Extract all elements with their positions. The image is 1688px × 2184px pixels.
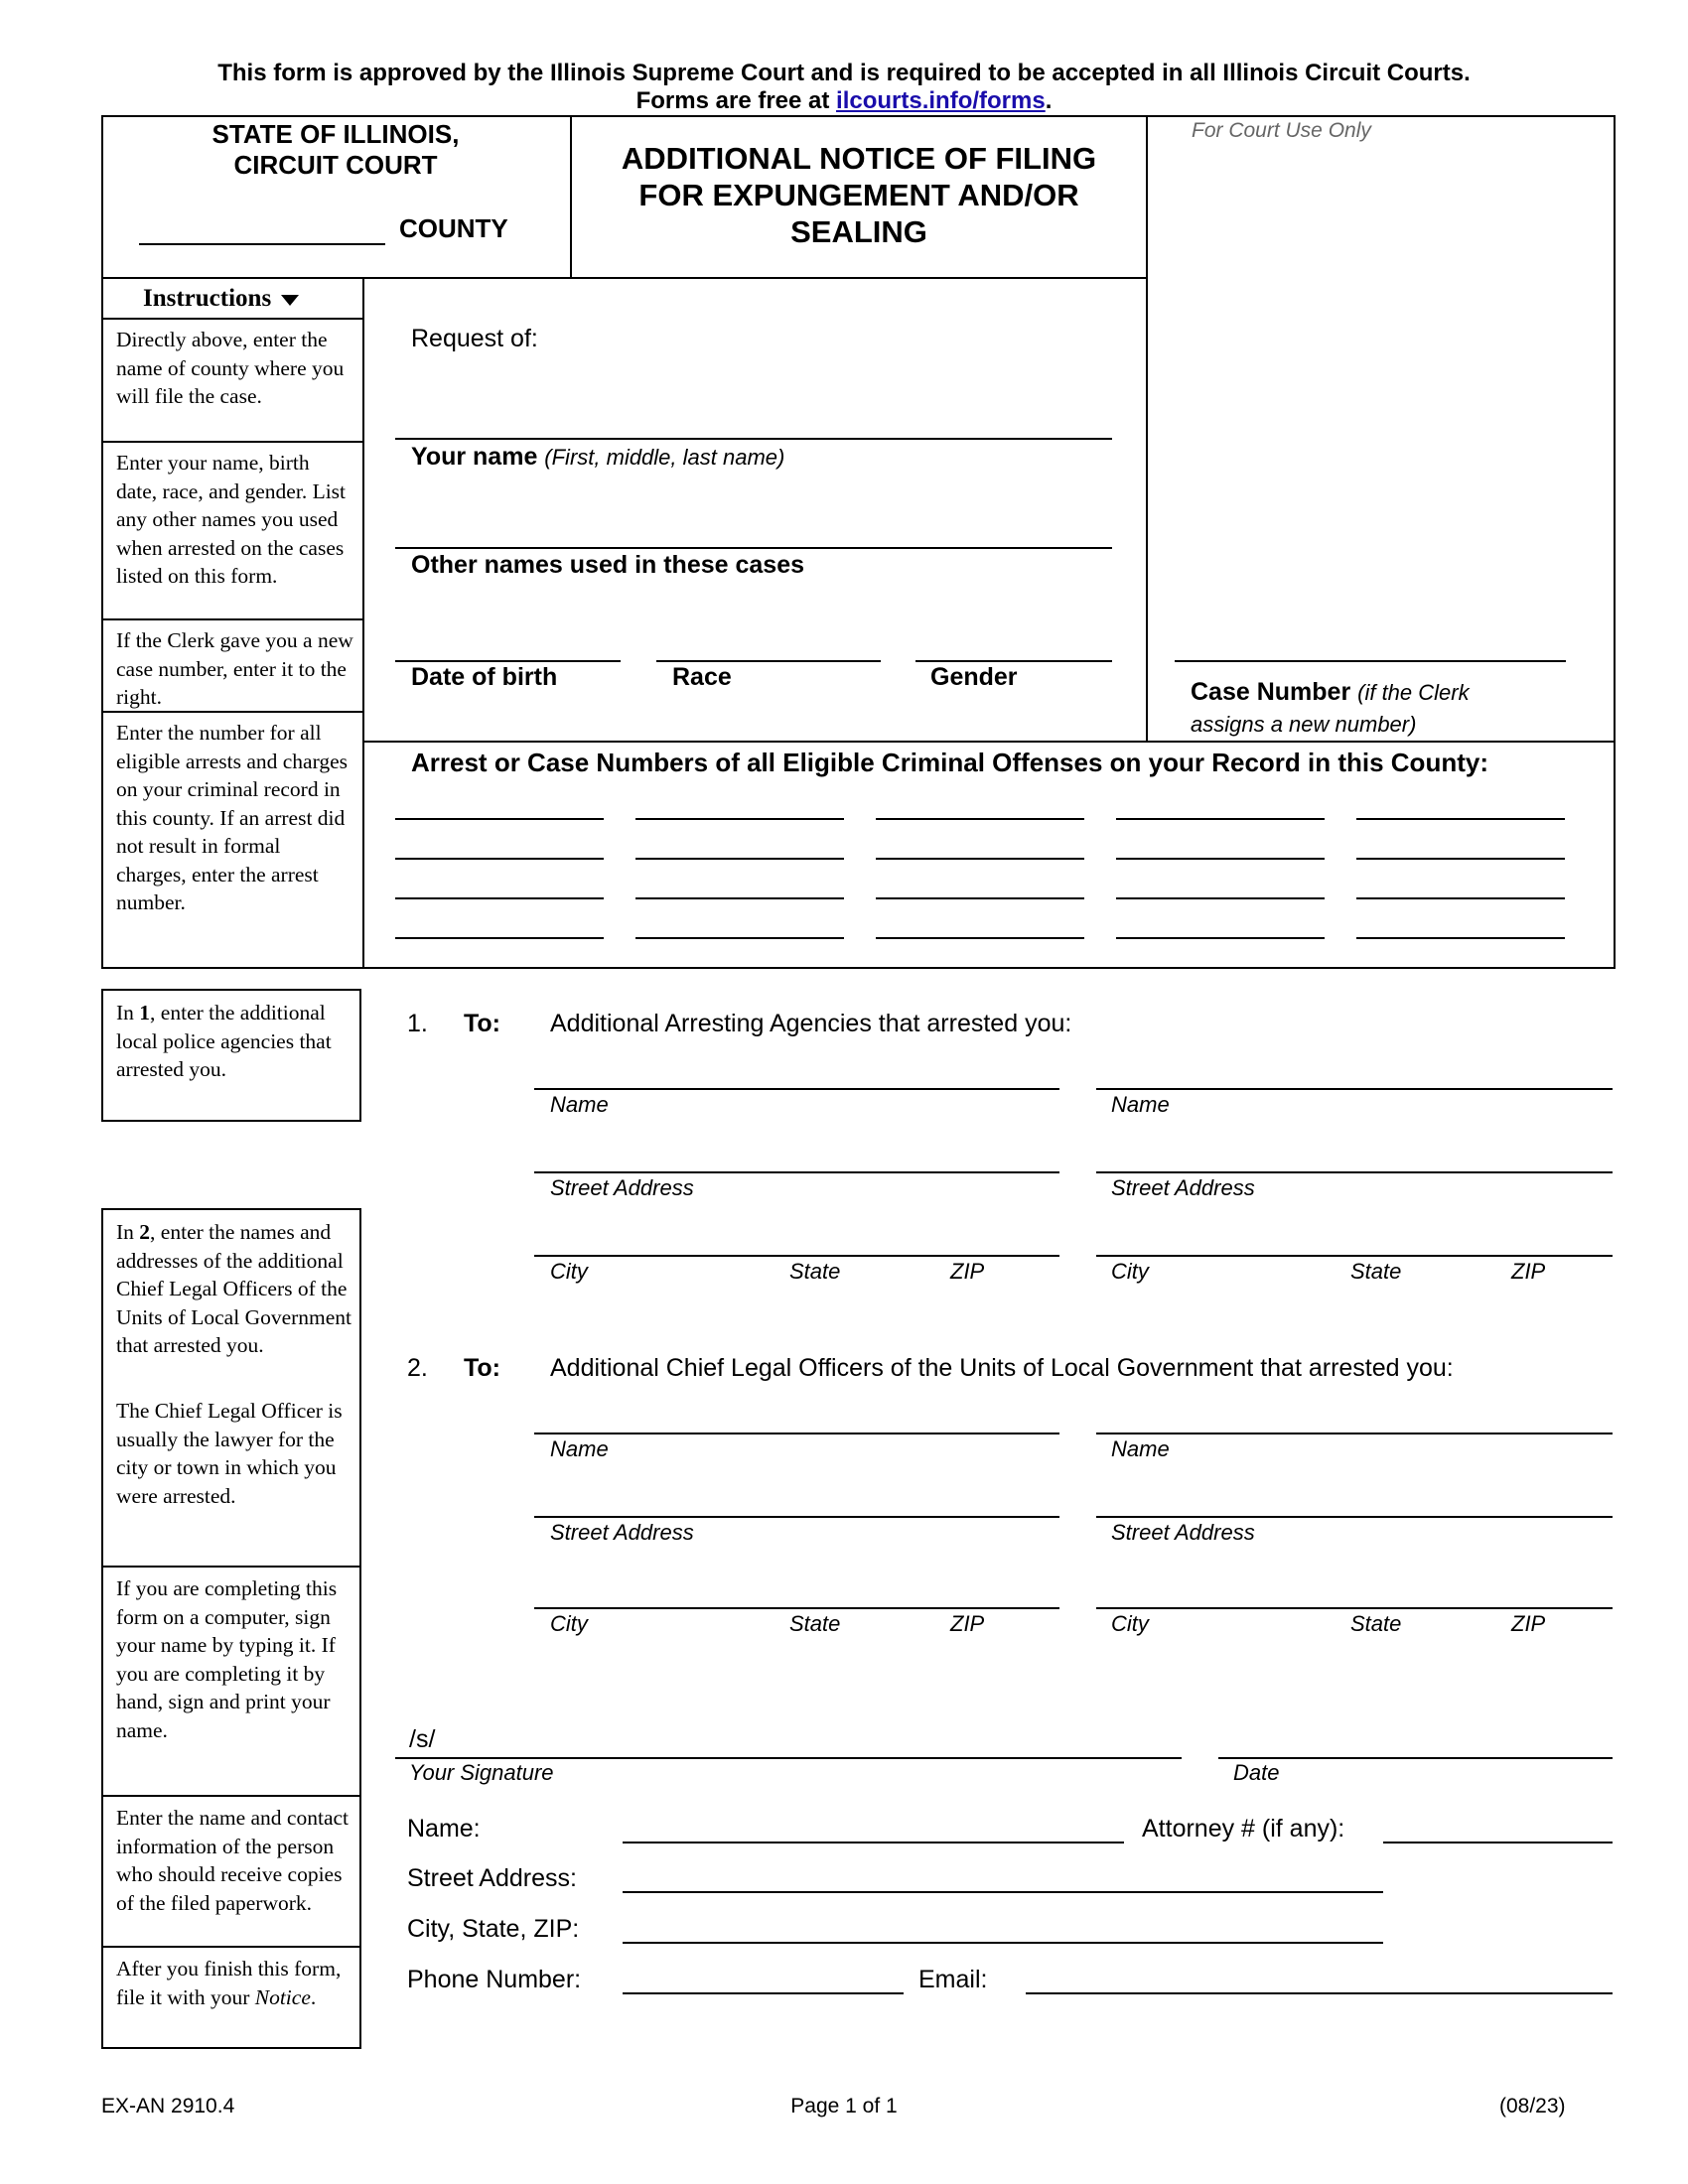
s2-right-city-input[interactable] [1096,1607,1613,1609]
race-input[interactable] [656,660,881,662]
s2-right-street-input[interactable] [1096,1516,1613,1518]
instructions-heading [143,285,299,313]
arrest-number-input[interactable] [395,858,604,860]
forms-link[interactable]: ilcourts.info/forms [836,87,1046,114]
approval-notice: This form is approved by the Illinois Supreme Court and is required to be accepted in all Illinois Circuit Courts. [217,60,1471,86]
county-input[interactable] [139,243,385,245]
contact-name-label: Name: [407,1815,481,1843]
arrest-number-input[interactable] [1356,897,1565,899]
forms-prefix: Forms are free at [635,87,837,114]
case-number-label [1191,678,1470,707]
arrest-number-input[interactable] [635,858,844,860]
signature-label: Your Signature [409,1760,554,1785]
your-name-label [411,443,784,472]
s1-right-street-input[interactable] [1096,1171,1613,1173]
divider [362,278,364,969]
signature-value[interactable]: /s/ [409,1725,436,1753]
divider [101,441,362,443]
email-label: Email: [918,1966,988,1993]
your-name-hint: (First, middle, last name) [544,445,785,470]
s1-left-name-input[interactable] [534,1088,1059,1090]
arrest-number-input[interactable] [635,937,844,939]
divider [101,277,1147,279]
contact-name-input[interactable] [623,1842,1124,1843]
arrest-number-input[interactable] [876,937,1084,939]
arrest-number-input[interactable] [1356,818,1565,820]
arrest-number-input[interactable] [1356,858,1565,860]
arrest-number-input[interactable] [635,897,844,899]
s1-right-state-label: State [1350,1259,1402,1284]
form-title-2: FOR EXPUNGEMENT AND/OR [638,178,1079,212]
section2-heading: Additional Chief Legal Officers of the Units of Local Government that arrested you: [550,1354,1454,1382]
instr-contact: Enter the name and contact information of the person who should receive copies of the filed paperwork. [116,1806,350,1915]
request-of-label: Request of: [411,325,538,352]
divider [101,318,362,320]
s2-left-street-input[interactable] [534,1516,1059,1518]
email-input[interactable] [1026,1992,1613,1994]
instructions-heading-text: Instructions [143,285,272,312]
s2-left-city-input[interactable] [534,1607,1059,1609]
dob-input[interactable] [395,660,621,662]
contact-city-input[interactable] [623,1942,1383,1944]
arrest-number-input[interactable] [395,897,604,899]
s1-right-name-input[interactable] [1096,1088,1613,1090]
s2-right-name-label: Name [1111,1436,1170,1461]
contact-street-input[interactable] [623,1891,1383,1893]
page-number: Page 1 of 1 [790,2095,898,2117]
case-number-title: Case Number [1191,678,1351,706]
section1-heading: Additional Arresting Agencies that arrested you: [550,1010,1072,1037]
arrest-heading: Arrest or Case Numbers of all Eligible Criminal Offenses on your Record in this County: [411,748,1488,777]
forms-notice [0,87,1688,115]
attorney-input[interactable] [1383,1842,1613,1843]
arrest-number-input[interactable] [1116,818,1325,820]
attorney-label: Attorney # (if any): [1142,1815,1345,1843]
s1-right-city-label: City [1111,1259,1149,1284]
phone-label: Phone Number: [407,1966,582,1993]
instr-chief-legal: The Chief Legal Officer is usually the lawyer for the city or town in which you were arrested. [116,1399,343,1508]
caret-down-icon [281,295,299,306]
s1-right-zip-label: ZIP [1511,1259,1546,1284]
s2-left-name-label: Name [550,1436,609,1461]
gender-label: Gender [930,663,1018,691]
s2-left-name-input[interactable] [534,1433,1059,1434]
arrest-number-input[interactable] [1116,937,1325,939]
s2-left-zip-label: ZIP [950,1611,985,1636]
date-label: Date [1233,1760,1280,1785]
instr-finish: After you finish this form, file it with your Notice. [116,1957,342,2009]
arrest-number-input[interactable] [395,818,604,820]
revision-date: (08/23) [1499,2095,1566,2117]
forms-suffix: . [1045,87,1053,114]
court-use-label: For Court Use Only [1192,119,1371,142]
s1-right-name-label: Name [1111,1092,1170,1117]
s1-right-city-input[interactable] [1096,1255,1613,1257]
s1-left-street-input[interactable] [534,1171,1059,1173]
instr-county: Directly above, enter the name of county where you will file the case. [116,328,345,408]
divider [101,1946,361,1948]
date-input[interactable] [1218,1757,1613,1759]
s1-left-city-label: City [550,1259,588,1284]
divider [101,1566,361,1568]
divider [101,618,362,620]
other-names-label: Other names used in these cases [411,551,805,579]
section2-to: To: [464,1354,501,1382]
arrest-number-input[interactable] [876,897,1084,899]
divider [362,741,1616,743]
instr-name: Enter your name, birth date, race, and gender. List any other names you used when arrested on the cases listed on this form. [116,451,347,588]
instr-section2: In 2, enter the names and addresses of the additional Chief Legal Officers of the Units of Local Government that arrested you. [116,1220,352,1357]
case-number-hint: (if the Clerk [1357,680,1470,705]
state-line-2: CIRCUIT COURT [233,150,438,180]
arrest-number-input[interactable] [1116,858,1325,860]
arrest-number-input[interactable] [876,858,1084,860]
phone-input[interactable] [623,1992,904,1994]
form-id: EX-AN 2910.4 [101,2095,235,2117]
s1-left-zip-label: ZIP [950,1259,985,1284]
s2-right-name-input[interactable] [1096,1433,1613,1434]
s1-left-state-label: State [789,1259,841,1284]
arrest-number-input[interactable] [876,818,1084,820]
s2-right-street-label: Street Address [1111,1520,1255,1545]
arrest-number-input[interactable] [1116,897,1325,899]
arrest-number-input[interactable] [1356,937,1565,939]
divider [1146,115,1148,741]
your-name-input[interactable] [395,438,1112,440]
instr-case-number: If the Clerk gave you a new case number, enter it to the right. [116,628,353,709]
contact-city-label: City, State, ZIP: [407,1915,580,1943]
form-title-1: ADDITIONAL NOTICE OF FILING [621,141,1097,176]
case-number-input[interactable] [1175,660,1566,662]
arrest-number-input[interactable] [635,818,844,820]
s2-left-city-label: City [550,1611,588,1636]
s1-left-name-label: Name [550,1092,609,1117]
signature-input[interactable] [395,1757,1182,1759]
instr-section1: In 1, enter the additional local police agencies that arrested you. [116,1001,332,1081]
form-title-3: SEALING [790,214,927,249]
section2-number: 2. [407,1354,428,1382]
s1-left-street-label: Street Address [550,1175,694,1200]
dob-label: Date of birth [411,663,558,691]
s2-right-zip-label: ZIP [1511,1611,1546,1636]
s2-left-state-label: State [789,1611,841,1636]
race-label: Race [672,663,732,691]
s2-right-state-label: State [1350,1611,1402,1636]
s1-left-city-input[interactable] [534,1255,1059,1257]
s1-right-street-label: Street Address [1111,1175,1255,1200]
county-label: COUNTY [399,213,508,243]
s2-right-city-label: City [1111,1611,1149,1636]
your-name-title: Your name [411,443,538,471]
section1-to: To: [464,1010,501,1037]
s2-left-street-label: Street Address [550,1520,694,1545]
divider [101,1795,361,1797]
contact-street-label: Street Address: [407,1864,577,1892]
section1-number: 1. [407,1010,428,1037]
case-number-hint-2: assigns a new number) [1191,712,1417,737]
gender-input[interactable] [915,660,1112,662]
other-names-input[interactable] [395,547,1112,549]
arrest-number-input[interactable] [395,937,604,939]
state-line-1: STATE OF ILLINOIS, [211,119,460,149]
instr-signature: If you are completing this form on a computer, sign your name by typing it. If you are completing it by hand, sign and print your name. [116,1576,338,1742]
instr-arrests: Enter the number for all eligible arrests and charges on your criminal record in this county. If an arrest did not result in formal charges, enter the arrest number. [116,721,349,914]
